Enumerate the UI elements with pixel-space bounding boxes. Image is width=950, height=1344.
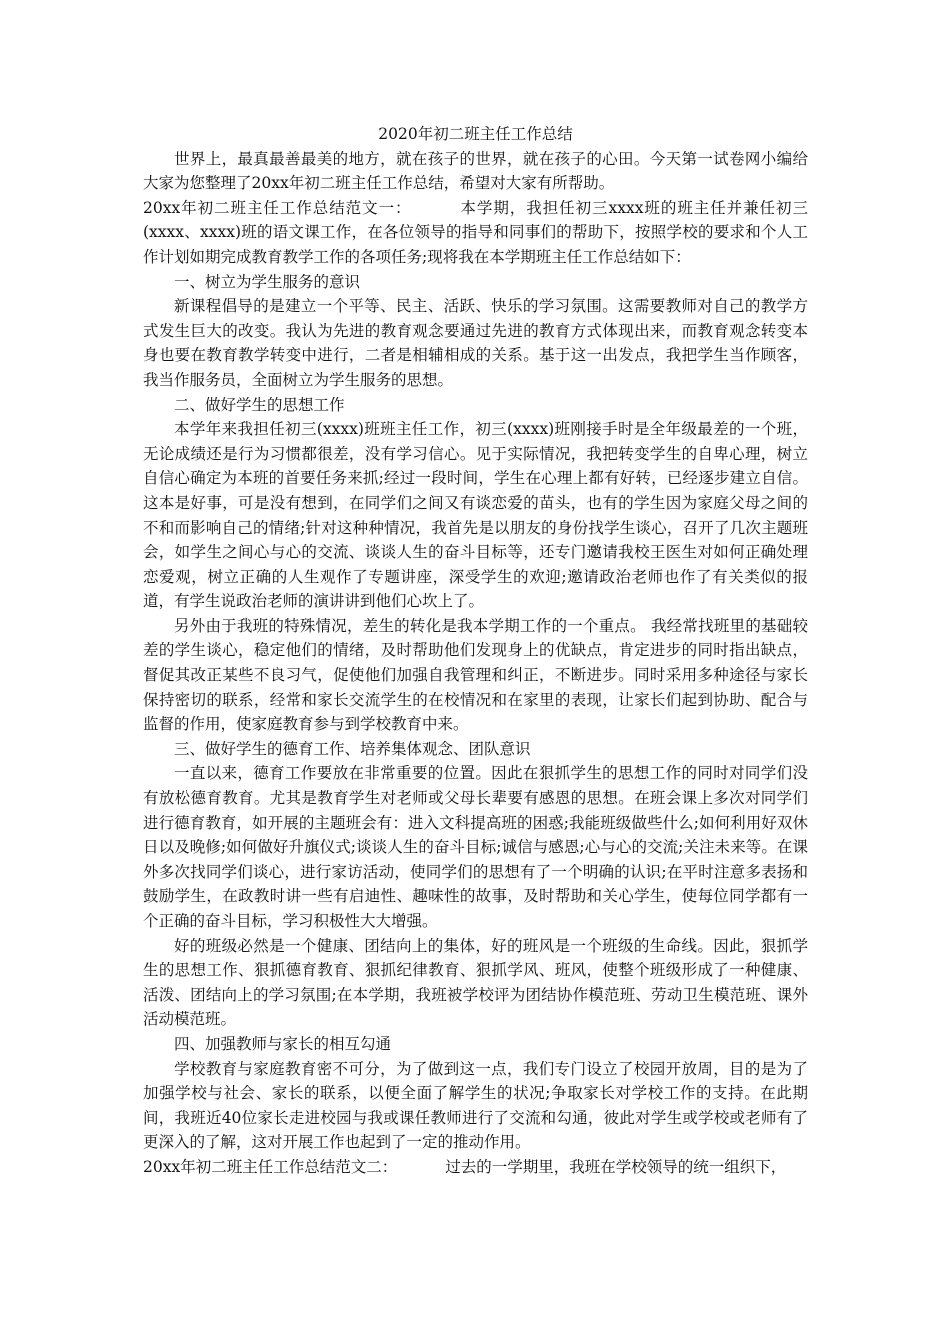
- section-heading-4: 四、加强教师与家长的相互勾通: [174, 1034, 392, 1053]
- section-heading-1: 一、树立为学生服务的意识: [174, 272, 361, 291]
- section-2-paragraph-2: 另外由于我班的特殊情况，差生的转化是我本学期工作的一个重点。 我经常找班里的基础较差的学生谈心，稳定他们的情绪，及时帮助他们发现身上的优缺点，肯定进步的同时指出缺点，督促其改正某些不良习气，促使他们加强自我管理和纠正，不断进步。同时采用多种途径与家长保持密切的联系，经常和家长交流学生的在校情况和在家里的表现，让家长们起到协助、配合与监督的作用，使家庭教育参与到学校教育中来。: [143, 616, 808, 734]
- sample-one-paragraph: [143, 196, 808, 270]
- sample-one-opening: 本学期，我担任初三xxxx班的班主任并兼任初三(xxxx、xxxx)班的语文课工作，在各位领导的指导和同事们的帮助下，按照学校的要求和个人工作计划如期完成教育教学工作的各项任务;现将我在本学期班主任工作总结如下：: [143, 198, 808, 266]
- section-heading-2: 二、做好学生的思想工作: [174, 395, 345, 414]
- intro-paragraph: 世界上，最真最善最美的地方，就在孩子的世界，就在孩子的心田。今天第一试卷网小编给大家为您整理了20xx年初二班主任工作总结，希望对大家有所帮助。: [143, 149, 808, 193]
- section-3-paragraph-2: 好的班级必然是一个健康、团结向上的集体，好的班风是一个班级的生命线。因此，狠抓学生的思想工作、狠抓德育教育、狠抓纪律教育、狠抓学风、班风，使整个班级形成了一种健康、活泼、团结向上的学习氛围;在本学期，我班被学校评为团结协作模范班、劳动卫生模范班、课外活动模范班。: [143, 936, 808, 1029]
- sample-two-label: 20xx年初二班主任工作总结范文二：: [143, 1157, 398, 1176]
- section-1-paragraph: 新课程倡导的是建立一个平等、民主、活跃、快乐的学习氛围。这需要教师对自己的教学方式发生巨大的改变。我认为先进的教育观念要通过先进的教育方式体现出来，而教育观念转变本身也要在教育教学转变中进行，二者是相辅相成的关系。基于这一出发点，我把学生当作顾客，我当作服务员，全面树立为学生服务的思想。: [143, 297, 808, 389]
- sample-two-opening: 过去的一学期里，我班在学校领导的统一组织下，: [445, 1157, 787, 1176]
- section-heading-3: 三、做好学生的德育工作、培养集体观念、团队意识: [174, 739, 531, 758]
- section-3-paragraph-1: 一直以来，德育工作要放在非常重要的位置。因此在狠抓学生的思想工作的同时对同学们没有放松德育教育。尤其是教育学生对老师或父母长辈要有感恩的思想。在班会课上多次对同学们进行德育教育，如开展的主题班会有：进入文科提高班的困惑;我能班级做些什么;如何利用好双休日以及晚修;如何做好升旗仪式;谈谈人生的奋斗目标;诚信与感恩;心与心的交流;关注未来等。在课外多次找同学们谈心，进行家访活动，使同学们的思想有了一个明确的认识;在平时注意多表扬和鼓励学生，在政教时讲一些有启迪性、趣味性的故事，及时帮助和关心学生，使每位同学都有一个正确的奋斗目标，学习积极性大大增强。: [143, 764, 808, 930]
- section-2-paragraph-1: 本学年来我担任初三(xxxx)班班主任工作，初三(xxxx)班刚接手时是全年级最差的一个班，无论成绩还是行为习惯都很差，没有学习信心。见于实际情况，我把转变学生的自卑心理，树立自信心确定为本班的首要任务来抓;经过一段时间，学生在心理上都有好转，已经逐步建立自信。这本是好事，可是没有想到，在同学们之间又有谈恋爱的苗头，也有的学生因为家庭父母之间的不和而影响自己的情绪;针对这种种情况，我首先是以朋友的身份找学生谈心，召开了几次主题班会，如学生之间心与心的交流、谈谈人生的奋斗目标等，还专门邀请我校王医生对如何正确处理恋爱观，树立正确的人生观作了专题讲座，深受学生的欢迎;邀请政治老师也作了有关类似的报道，有学生说政治老师的演讲讲到他们心坎上了。: [143, 420, 808, 611]
- document-title: 2020年初二班主任工作总结: [378, 125, 573, 143]
- document-page: [143, 122, 808, 1180]
- sample-one-label: 20xx年初二班主任工作总结范文一：: [143, 198, 412, 217]
- sample-two-paragraph: [143, 1155, 808, 1180]
- section-4-paragraph: 学校教育与家庭教育密不可分，为了做到这一点，我们专门设立了校园开放周，目的是为了加强学校与社会、家长的联系，以便全面了解学生的状况;争取家长对学校工作的支持。在此期间，我班近40位家长走进校园与我或课任教师进行了交流和勾通，彼此对学生或学校或老师有了更深入的了解，这对开展工作也起到了一定的推动作用。: [143, 1059, 808, 1152]
